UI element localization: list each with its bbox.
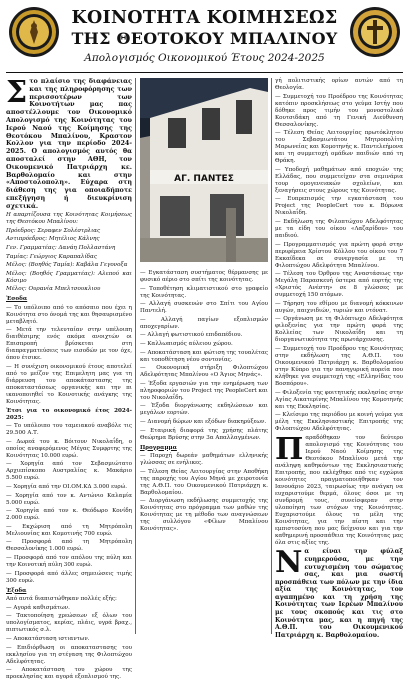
- board-member: Μέλος: (Βοηθός Γραμματέας): Αλεπού και Κόσιμο: [6, 270, 132, 284]
- newsletter-subtitle: Απολογισμός Οικονομικού Έτους 2024-2025: [84, 52, 325, 64]
- expense-item: — Καλλωπισμός αύλειου χώρου.: [140, 340, 233, 347]
- masthead: [0, 0, 409, 72]
- expense-item: — Διανομή δώρων και εξόδων διακηρύξεων.: [140, 418, 267, 425]
- board-member: Γεν. Γραμματέας: Δανάη Πολλαστάνη: [6, 244, 116, 251]
- section-heading-income: Έσοδα: [6, 296, 28, 303]
- section-heading-expenses: Έξοδα: [6, 587, 27, 594]
- expense-item: — Αποκατάσταση του χώρου της προεκλησίας και αγορά εξοπλισμού της.: [6, 667, 132, 681]
- income-item: — Προσφορά από τον απόλου της πύλη και την Κοινοτική πύλη 300 ευρώ.: [6, 555, 132, 569]
- program-item: — Εκδήλωση της Φιλοπτώχου Αδελφότητας με τα είδη του οίκου «Λαζαρίδου» του παιδιού.: [275, 218, 403, 239]
- program-item: — Προγραμματισμός για πρώτη φορά στην περιφέρεια Χρίστου Κόλλου του οίκου του 7 Εκκαίδεκα σε συνεργασία με τη Φιλοπτώχου Αδελφότητα Μπαλίνου.: [275, 241, 403, 269]
- column-middle: [140, 270, 268, 634]
- income-item: — Προσφορά από άλλες σημειώσεις τιμής 300 ευρώ.: [6, 570, 132, 584]
- closing-dropcap: Π: [275, 431, 304, 467]
- program-item: — Ευπρεπισμός την εγκατάσταση του Project της PeopleCert του κ. Βύρωνα Νικολαΐδη.: [275, 196, 403, 217]
- paragraph: — Η συνέχιση οικονομικού έτους αποτελεί από το μείζον της Επιμελητη μας για τη διάρρευση του αποκάταστασης της αποκαταστάσεως οργανικής και την πι ικανοποιηθεί το Κοινοτικής ανάγκης της Κοινότητας.: [6, 364, 132, 406]
- board-member: Πρόεδρος: Σεραφεν Σολέστρλιας: [6, 227, 101, 234]
- expense-item: — Αλλαγή συσκευών στο Σπίτι του Αγίου Παντελή.: [140, 301, 268, 315]
- income-item: — Χορηγία από τον Σεβασμιώτατο Αρχιεπίσκοπο Αυστραλίας κ. Μακάριο 5.500 ευρώ.: [6, 461, 132, 482]
- header-rule: [6, 72, 403, 73]
- section-heading-program: Προγραμμα: [140, 444, 177, 451]
- expense-item: — Αποκατάσταση και φώτιση της τουαλέτας και τοποθέτηση νέου σοντονίας.: [140, 349, 268, 363]
- income-item: — Εκχώριση από τη Μητρόπολη Μελιουνίας και Κομοτινής 700 ευρώ.: [6, 523, 132, 537]
- board-member: Ταμίας: Γεώργιος Καραπαλίδας: [6, 253, 97, 260]
- expense-item: — Αγορά καθισμάτων.: [6, 604, 70, 611]
- income-item: — Χορηγία από την ΟΙ.ΟΜ.ΚΔ 3.000 ευρώ.: [6, 484, 128, 491]
- expense-item: — Αποκατάσταση ιστιαντων.: [6, 635, 90, 642]
- patriarchate-seal-icon: [349, 6, 401, 58]
- expense-item: — Επιδιόρθωση οι αποκαταστασης του εκκλησίου για τη στέγαση της Φιλοπτώχου Αδελφότητας.: [6, 644, 132, 665]
- paragraph: — Μετά την τελευταίαν στην υπέλοιπη διαιθέσιμης ενός ακόμα ανοιχτών οι Επισπροπή βρίσκεται στη διαπραγματεύσεις των εισοδών με τον όχε, όπου έτσικε.: [6, 327, 132, 362]
- expense-item: — Έξοδα διοργάνωσης εκδηλώσεων και μεγάλων εορτών.: [140, 403, 268, 417]
- program-item: — Υποδοχή μαθημάτων από εποχιών της Ελλάδας, που συμμετείχαν στα σεμινάρια τουρ ομογενειακών σχολείων, και ξεναγήσεις στους χώρους της Κοινότητας.: [275, 166, 403, 194]
- expense-item: — Έξοδα εργασιών για την ενημέρωση των πληροφοριών του Project της PeopleCert και του Νικολαΐδη.: [140, 380, 268, 401]
- income-item: — Το υπόλοιπο του ταμειακού αναβόλε τις 29.500 Α.Τ.: [6, 423, 132, 437]
- expense-item: — Τακτοποίηση χρεώσεων εξ όλων του υπολογίσματος, κερίας, πλάις, υγρά βραχ., πιπτωτικός σ.λ.: [6, 613, 132, 634]
- program-item: — Συμμετοχή του Προέδρου της Κοινότητας στην εκδήλωση της Α.Θ.Π. του Οικουμενικού Πατριάρχη κ. Βαρθολομαίου στην Κύπρο για την πανηγυρική πορεία που κλήθηκε για συμμετοχή της «Ελληνίδας του Βοσπόρου».: [275, 345, 403, 387]
- income-item: — Προσφορά από τη Μητρόπολη Θεσσαλονίκης 1.000 ευρώ.: [6, 539, 132, 553]
- income-item: — Χορηγία από τον κ. Αντώνιο Καλαμία 5.000 ευρώ.: [6, 492, 132, 506]
- program-item: — Τήρηση του εθίμου με διανομή κόκκινων αυγών, παιχνιδιών, τυριών και ντόνατ.: [275, 300, 403, 314]
- board-list: [6, 228, 132, 294]
- church-building-image: [140, 78, 268, 262]
- program-item: — Τέλεση του Όρθρου της Αναστάσεως την Μεγάλη Παρασκευή ύστερα από εορτής της «Χριστός Ανέστη» σε 8 γλώσσες με συμμετοχή 150 ατόμων.: [275, 271, 403, 299]
- program-item: γή πολιτιστικής ορίων αυτών από τη Θεολογία.: [275, 78, 403, 91]
- expense-item: — Αλλαγή φωτιστικού επιδαπέδιου.: [140, 332, 243, 339]
- income-item: — Δωρεά του κ. Βόιτουν Νικολαΐδη, ο οποίος αναφερόμενος Μέγας Συμφρτης της Κοινότητας 10.000 ευρώ.: [6, 438, 132, 459]
- board-member: Αντιπρόεδρος: Μητέλιος Κάλνης: [6, 236, 100, 243]
- expense-item: — Τοποθέτηση κλιματιστικού στο γραφείο της Κοινότητας.: [140, 285, 268, 299]
- program-item: — Διοργάνωση εκδήλωσης συμμετοχής της Κοινότητας στο πρόγραμμα των μαθών της Κοινότητας με τη μέθοδο των αναγνώσεων της συλλόγου «Φίλων Μπαλίνου Κοινότητας».: [140, 498, 268, 533]
- expense-item: — Οικονομική στήριξη Φιλοπτώχου Αδελφότητας Μπαλίνου «Ο Άγιος Μηνάς».: [140, 365, 268, 379]
- closing-paragraph: Παραδόθηκαν τον δεύτερο απολογισμό της Κοινότητας του Ιερού Ναού Κοίμησης της Θεοτόκου Μπαλίνου μετά την ανάληψη καθηκόντων της Εκκλησιαστικής Επιτροπής, που εκλέχθηκε από τις εγχώρια κοινότητες πραγματοποιήθηκαν τον Ιανουάριο 2023, ταιρωσίως την ανάγκη να ευχαριστούμε θερμά, όλους όσοι με τη συνδρομή τους, συνείσφεραν στην υλοποίηση των στόχων της Κοινότητας. Ευχαριστούμε όλους τα μέλη της Κοινότητας, για την πίστη και την εμπιστοσύνη που μας δείχνουν και για την καθημερινή προσπάθεια της Κοινότητας μας όλα στις αξίες της.: [275, 431, 403, 546]
- board-member: Μέλος: (Βοηθός Ταμία): Καβάλα Γεγονοξα: [6, 262, 128, 269]
- program-item: — Παροχή δωρεάν μαθημάτων ελληνικής γλώσσας σε ενήλικες.: [140, 453, 268, 467]
- lead-dropcap: Σ: [6, 75, 28, 110]
- newsletter-title-line1: ΚΟΙΝΟΤΗΤΑ ΚΟΙΜΗΣΕΩΣ: [71, 8, 338, 28]
- church-photo: [140, 78, 268, 262]
- final-dropcap: Ν: [275, 545, 303, 581]
- program-item: — Φιλοξενία της φοιτητικής εκκλησίας στην Αγίας Αικατερίνης Μπαλίνου της Κομοτηνής και της Εκκλησίας.: [275, 389, 404, 410]
- board-member: Μέλος: Ουρανία Μπελτσουκλιου: [6, 286, 101, 293]
- column-divider-right: [271, 78, 272, 634]
- income-item: — Χορηγία από τον κ. Θεόδωρο Κονίδη 2.000 ευρώ.: [6, 508, 132, 522]
- expense-item: — Αλλαγή παγίων εξοπλισμών αποχεγαρίων.: [140, 316, 268, 330]
- expense-item: Από αυτά διαπιστώθηκαν πολλές εξής:: [6, 596, 117, 603]
- program-item: — Οργάνωση με τη Φιλόπτωχο Αδελφότητα φιλοξενίας για την πρώτη φορά της Κολλείας των Νικολαΐδη και τη διοργανωτικότητα της πρωτάρχευσης.: [275, 316, 403, 344]
- column-left: [6, 75, 132, 681]
- program-item: — Τέλεση Θείας Λειτουργίας πρωτόκλητου του Σεβασμιωτάτου Μητροπολίτη Μαρωνείας και Κομοτηνής κ. Παντελεήμονα και τη συμμετοχή ομάδων παιδιών από τη Θράκη.: [275, 130, 403, 165]
- newsletter-title-line2: ΤΗΣ ΘΕΟΤΟΚΟΥ ΜΠΑΛΙΝΟΥ: [71, 29, 338, 48]
- board-intro: Η απαρτίζουσα της Κοινότητας Κοιμήσεως της Θεοτόκου Μπαλίνου:: [6, 212, 132, 226]
- paragraph: — Το υπόλοιπο από το απόσπιο που έχει η Κοινότητα στο όνομά της και θησαυρισμένο μεταβλητό.: [6, 304, 132, 325]
- final-wishes-paragraph: Να είναι την φύλαξ ευημερούσα, με την ευτυχισμένη του σώματος σας, και μια σωστή προσπάθεια των πόλων με την ίδια αξία της Κοινότητας, τον αγαπημένο και τη χρήση της Κοινότητας των Ιερέων Μπαλίνου με τους σκοπούς και τις στο Κοινότητα μας, και η πηγή της Α.Θ.Π. του Οικουμενικού Πατριάρχη κ. Βαρθολομαίου.: [275, 545, 403, 639]
- program-item: — Τέλεση Θείας Λειτουργίας στην Αποθήκη της παροχής του Αγίου Μηνά με χειροτονία της Α.Θ.Π. του Οικουμενικού Πατριάρχη κ. Βαρθολομαίου.: [140, 468, 268, 496]
- program-item: — Κλείσιμο της περιόδου με κοινή γεύμα για μέλη της Εκκλησιαστικής Επιτροπής της Φιλοπτώχου Αδελφότητας.: [275, 412, 403, 433]
- program-item: — Συμμετοχή του Προέδρου της Κοινότητας κατόπιν προσκλήσεως στο γεύμα Ιστήγ που δόθηκε προς τιμήν του μονοστολικό Κουτσιδάκη από τη Γενική Διεύθυνση Θεσσαλονίκης.: [275, 93, 403, 128]
- expense-item: — Εγκατάσταση συστήματος θέρμανσης με φυσικό αέριο στο σπίτι της κοινότητας.: [140, 270, 268, 283]
- church-sign-text: ΑΓ. ΠΑΝΤΕΣ: [174, 174, 234, 184]
- fiscal-year-heading: Έτσι για το οικονομικό έτος 2024-2025:: [6, 407, 132, 421]
- expense-item: — Εταιρική διαφορά της χρήσης πλάτης Θεώρημα Βρύσης στην 3α Απαλλαγμένων.: [140, 427, 268, 441]
- community-seal-icon: [8, 6, 60, 58]
- lead-paragraph: Στο πλαίσιο της διαφάνειας και της πληροφόρησης των περισσοτέρων των Κοινοτήτων μας πας αποστέλλουμε τον Οικονομικό Απολογισμό της Κοινότητας του Ιερού Ναού της Κοίμησης της Θεοτόκου Μπαλίνου, Κραστον Κολλον για την περίοδο 2024-2025. Ο απολογισμός αυτός θα αποσταλεί στην ΑΘΗ, τον Οικουμενικό Πατριάρχη κε. Βαρθολομαίο και στην «Αποστολοπολη». Εύχαρα στη διάθεση της για οποιαδήποτε επεξήγηση ή διευκρίνιση σχετικά.: [6, 75, 132, 210]
- column-divider-left: [135, 78, 136, 634]
- column-right: [275, 78, 404, 639]
